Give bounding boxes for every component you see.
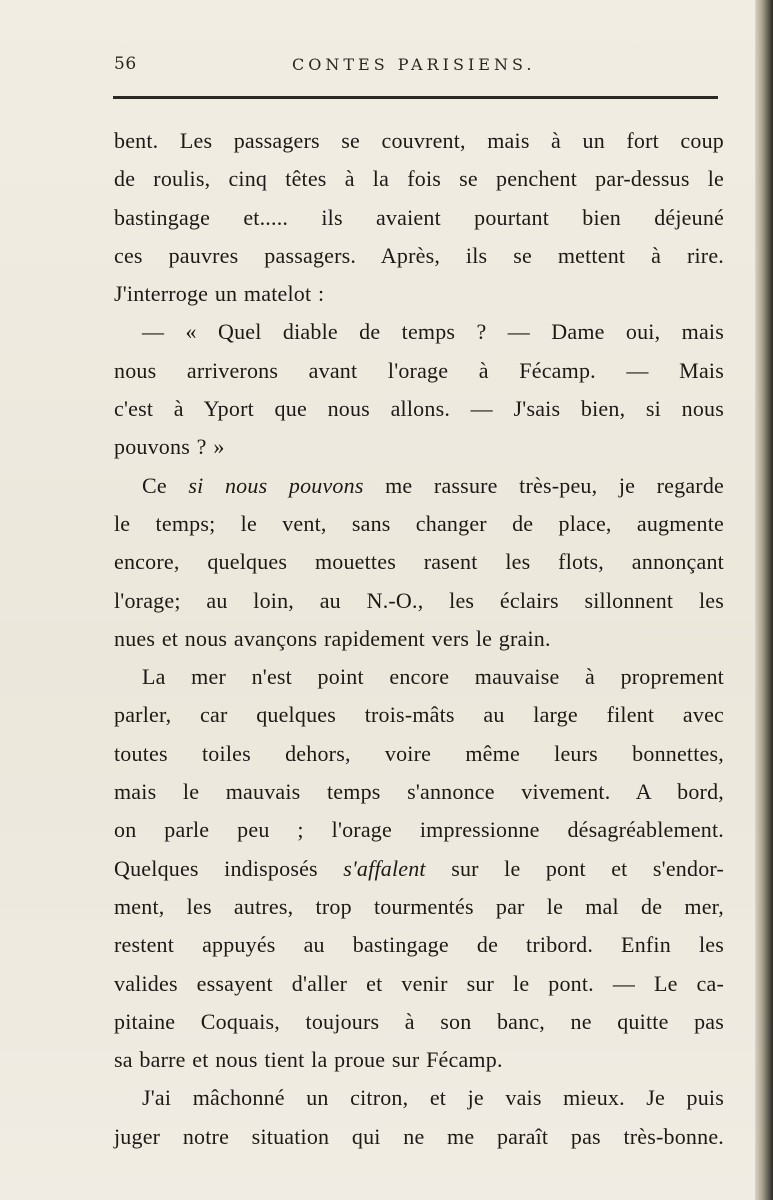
- text-line: ment, les autres, trop tourmentés par le mal de mer,: [114, 893, 724, 919]
- italic-phrase: si nous pouvons: [188, 472, 364, 498]
- text-line: l'orage; au loin, au N.-O., les éclairs sillonnent les: [114, 587, 724, 613]
- text-line: juger notre situation qui ne me paraît pas très-bonne.: [114, 1123, 724, 1149]
- header-rule: [113, 96, 718, 99]
- text-line: [114, 850, 724, 888]
- body-text: [114, 122, 724, 1156]
- text-line: toutes toiles dehors, voire même leurs bonnettes,: [114, 740, 724, 766]
- text-line: restent appuyés au bastingage de tribord. Enfin les: [114, 932, 724, 958]
- italic-word: s'affalent: [343, 855, 426, 881]
- page-number: 56: [114, 54, 137, 74]
- text-line: de roulis, cinq têtes à la fois se penchent par-dessus le: [114, 166, 724, 192]
- text-line: on parle peu ; l'orage impressionne désagréablement.: [114, 817, 724, 843]
- text-segment: Ce: [142, 472, 167, 498]
- text-line: sa barre et nous tient la proue sur Fécamp.: [114, 1047, 503, 1073]
- text-segment: sur le pont et s'endor-: [451, 855, 725, 881]
- text-line: — « Quel diable de temps ? — Dame oui, mais: [142, 319, 724, 345]
- text-line: c'est à Yport que nous allons. — J'sais bien, si nous: [114, 396, 724, 422]
- text-segment: Quelques indisposés: [114, 855, 318, 881]
- text-segment: me rassure très-peu, je regarde: [385, 472, 724, 498]
- text-line: parler, car quelques trois-mâts au large filent avec: [114, 702, 724, 728]
- text-line: le temps; le vent, sans changer de place, augmente: [114, 510, 724, 536]
- text-line: La mer n'est point encore mauvaise à proprement: [142, 664, 724, 690]
- text-line: encore, quelques mouettes rasent les flots, annonçant: [114, 549, 724, 575]
- text-line: nues et nous avançons rapidement vers le grain.: [114, 625, 551, 651]
- text-line: pitaine Coquais, toujours à son banc, ne quitte pas: [114, 1008, 724, 1034]
- text-line: valides essayent d'aller et venir sur le pont. — Le ca-: [114, 970, 724, 996]
- page-header: [114, 54, 724, 84]
- text-line: mais le mauvais temps s'annonce vivement. A bord,: [114, 779, 724, 805]
- text-line: nous arriverons avant l'orage à Fécamp. — Mais: [114, 357, 724, 383]
- page-edge-shadow: [755, 0, 773, 1200]
- text-line: [114, 467, 724, 505]
- text-line: pouvons ? »: [114, 434, 225, 460]
- running-title: CONTES PARISIENS.: [292, 55, 536, 74]
- text-line: J'ai mâchonné un citron, et je vais mieux. Je puis: [142, 1085, 724, 1111]
- text-line: bastingage et..... ils avaient pourtant bien déjeuné: [114, 204, 724, 230]
- text-line: ces pauvres passagers. Après, ils se mettent à rire.: [114, 242, 724, 268]
- text-line: J'interroge un matelot :: [114, 281, 325, 307]
- text-line: bent. Les passagers se couvrent, mais à un fort coup: [114, 128, 724, 153]
